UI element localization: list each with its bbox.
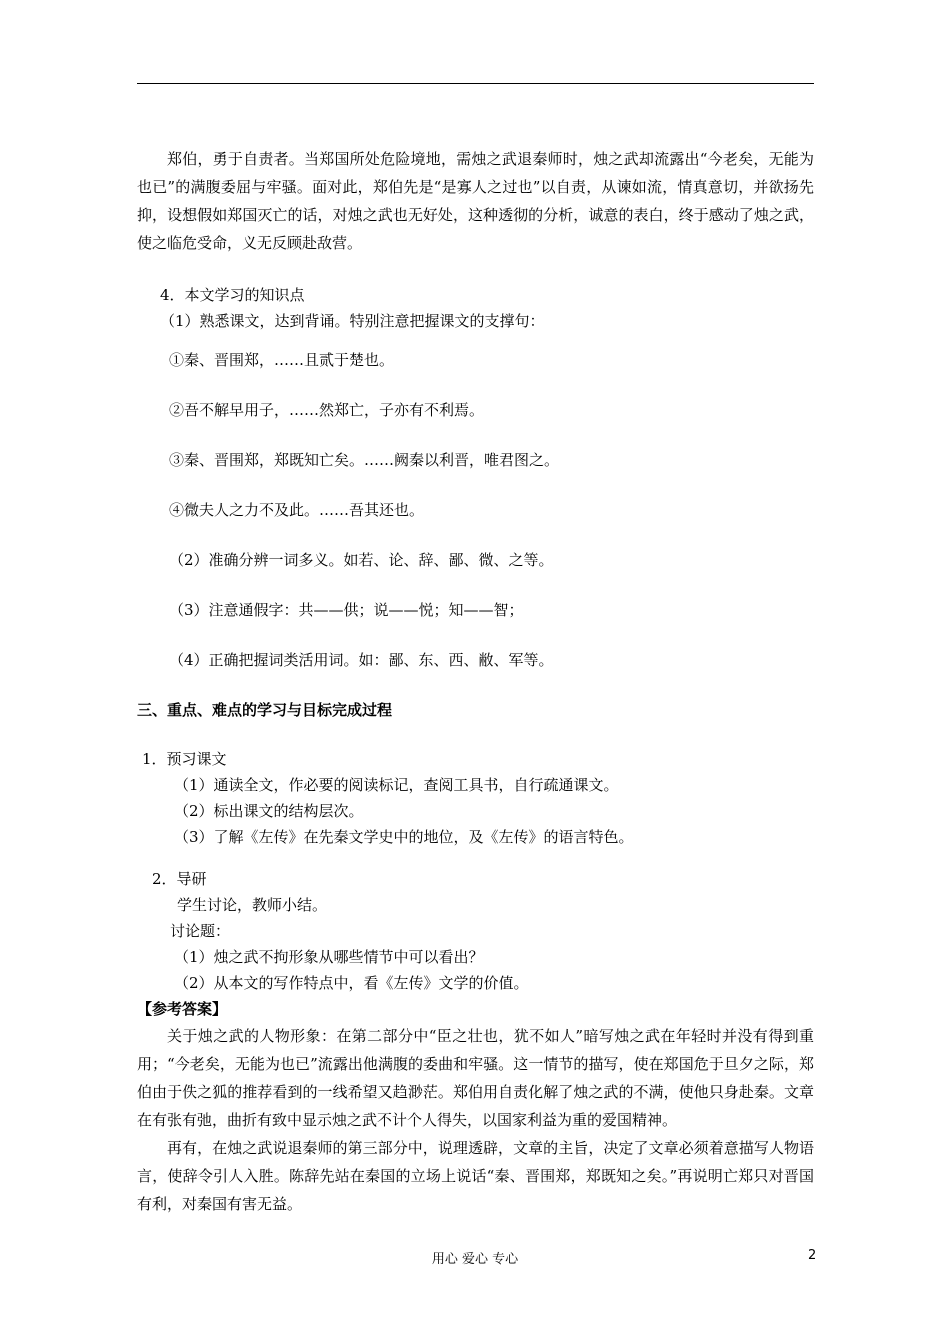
discussion-question-2: （2）从本文的写作特点中，看《左传》文学的价值。 bbox=[174, 974, 529, 992]
quote-2: ②吾不解早用子，……然郑亡，子亦有不利焉。 bbox=[169, 401, 485, 419]
preview-item-3: （3）了解《左传》在先秦文学史中的地位，及《左传》的语言特色。 bbox=[174, 828, 634, 846]
page-body bbox=[137, 145, 814, 1218]
quote-1: ①秦、晋围郑，……且贰于楚也。 bbox=[169, 351, 395, 369]
guide-line-1: 学生讨论，教师小结。 bbox=[177, 896, 328, 914]
header-rule bbox=[137, 83, 814, 84]
preview-item-1: （1）通读全文，作必要的阅读标记，查阅工具书，自行疏通课文。 bbox=[174, 776, 619, 794]
quote-3: ③秦、晋围郑，郑既知亡矣。……阙秦以利晋，唯君图之。 bbox=[169, 451, 560, 469]
discussion-question-1: （1）烛之武不拘形象从哪些情节中可以看出？ bbox=[174, 948, 484, 966]
answer-paragraph-2: 再有，在烛之武说退秦师的第三部分中，说理透辟，文章的主旨，决定了文章必须着意描写人物语言，使辞令引人入胜。陈辞先站在秦国的立场上说话“秦、晋围郑，郑既知之矣。”再说明亡郑只对晋国有利，对秦国有害无益。 bbox=[137, 1139, 814, 1213]
answer-label: 【参考答案】 bbox=[137, 1000, 228, 1018]
knowledge-item-1: （1）熟悉课文，达到背诵。特别注意把握课文的支撑句： bbox=[160, 312, 545, 330]
paragraph-zhengbo: 郑伯，勇于自责者。当郑国所处危险境地，需烛之武退秦师时，烛之武却流露出“今老矣，无能为也已”的满腹委屈与牢骚。面对此，郑伯先是“是寡人之过也”以自责，从谏如流，情真意切，并欲扬先抑，设想假如郑国灭亡的话，对烛之武也无好处，这种透彻的分析，诚意的表白，终于感动了烛之武，使之临危受命，义无反顾赴敌营。 bbox=[137, 150, 814, 252]
guide-heading: 2．导研 bbox=[152, 870, 207, 888]
page-number: 2 bbox=[808, 1248, 817, 1263]
preview-item-2: （2）标出课文的结构层次。 bbox=[174, 802, 364, 820]
answer-paragraph-1: 关于烛之武的人物形象：在第二部分中“臣之壮也，犹不如人”暗写烛之武在年轻时并没有得到重用；“今老矣，无能为也已”流露出他满腹的委曲和牢骚。这一情节的描写，使在郑国危于旦夕之际，郑伯由于佚之狐的推荐看到的一线希望又趋渺茫。郑伯用自责化解了烛之武的不满，使他只身赴秦。文章在有张有弛，曲折有致中显示烛之武不计个人得失，以国家利益为重的爱国精神。 bbox=[137, 1027, 814, 1129]
guide-line-2: 讨论题： bbox=[170, 922, 231, 940]
knowledge-heading: 4．本文学习的知识点 bbox=[160, 286, 305, 304]
preview-heading: 1．预习课文 bbox=[142, 750, 227, 768]
footer-motto: 用心 爱心 专心 bbox=[431, 1252, 519, 1267]
knowledge-item-4: （4）正确把握词类活用词。如：鄙、东、西、敝、军等。 bbox=[169, 651, 554, 669]
knowledge-item-2: （2）准确分辨一词多义。如若、论、辞、鄙、微、之等。 bbox=[169, 551, 554, 569]
quote-4: ④微夫人之力不及此。……吾其还也。 bbox=[169, 501, 425, 519]
section-3-title: 三、重点、难点的学习与目标完成过程 bbox=[137, 701, 393, 719]
knowledge-item-3: （3）注意通假字：共——供；说——悦；知——智； bbox=[169, 601, 524, 619]
